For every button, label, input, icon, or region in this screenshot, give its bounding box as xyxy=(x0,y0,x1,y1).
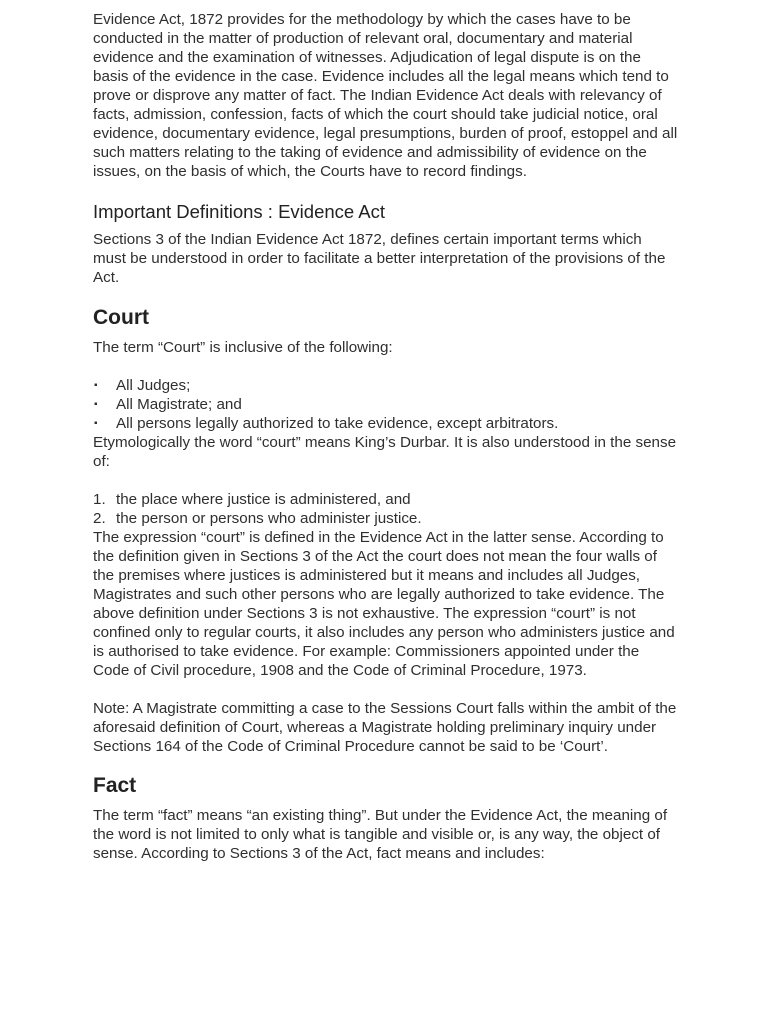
square-bullet-icon: ▪ xyxy=(94,399,98,410)
list-item-text: the place where justice is administered, and xyxy=(116,491,411,508)
list-item xyxy=(93,395,678,414)
list-item xyxy=(93,414,678,433)
spacer xyxy=(93,357,678,376)
spacer xyxy=(93,680,678,699)
square-bullet-icon: ▪ xyxy=(94,418,98,429)
spacer xyxy=(93,471,678,490)
list-item-text: All persons legally authorized to take evidence, except arbitrators. xyxy=(116,415,559,432)
list-item xyxy=(93,376,678,395)
fact-heading: Fact xyxy=(93,774,137,797)
list-item-text: the person or persons who administer justice. xyxy=(116,510,422,527)
court-heading: Court xyxy=(93,306,149,329)
square-bullet-icon: ▪ xyxy=(94,380,98,391)
court-senses-list xyxy=(93,490,678,528)
list-number: 2. xyxy=(93,510,106,527)
definitions-paragraph: Sections 3 of the Indian Evidence Act 1872, defines certain important terms which must be understood in order to facilitate a better interpretation of the provisions of the Act. xyxy=(93,231,666,286)
court-explanation-paragraph: The expression “court” is defined in the Evidence Act in the latter sense. According to the definition given in Sections 3 of the Act the court does not mean the four walls of the premises where justices is administered but it means and includes all Judges, Magistrates and such other persons who are legally authorized to take evidence. The above definition under Sections 3 is not exhaustive. The expression “court” is not confined only to regular courts, it also includes any person who administers justice and is authorised to take evidence. For example: Commissioners appointed under the Code of Civil procedure, 1908 and the Code of Criminal Procedure, 1973. xyxy=(93,529,675,679)
court-bullet-list xyxy=(93,376,678,433)
etymology-paragraph: Etymologically the word “court” means King’s Durbar. It is also understood in the sense of: xyxy=(93,434,677,470)
intro-paragraph: Evidence Act, 1872 provides for the methodology by which the cases have to be conducted in the matter of production of relevant oral, documentary and material evidence and the examination of witnesses. Adjudication of legal dispute is on the basis of the evidence in the case. Evidence includes all the legal means which tend to prove or disprove any matter of fact. The Indian Evidence Act deals with relevancy of facts, admission, confession, facts of which the court should take judicial notice, oral evidence, documentary evidence, legal presumptions, burden of proof, estoppel and all such matters relating to the taking of evidence and admissibility of evidence on the issues, on the basis of which, the Courts have to record findings. xyxy=(93,11,678,180)
list-item xyxy=(93,490,678,509)
list-item-text: All Magistrate; and xyxy=(116,396,242,413)
court-note-paragraph: Note: A Magistrate committing a case to the Sessions Court falls within the ambit of the aforesaid definition of Court, whereas a Magistrate holding preliminary inquiry under Sections 164 of the Code of Criminal Procedure cannot be said to be ‘Court’. xyxy=(93,700,677,755)
court-lead-paragraph: The term “Court” is inclusive of the following: xyxy=(93,339,393,356)
list-item-text: All Judges; xyxy=(116,377,191,394)
fact-paragraph: The term “fact” means “an existing thing”. But under the Evidence Act, the meaning of the word is not limited to only what is tangible and visible or, is any way, the object of sense. According to Sections 3 of the Act, fact means and includes: xyxy=(93,807,668,862)
list-item xyxy=(93,509,678,528)
definitions-heading: Important Definitions : Evidence Act xyxy=(93,201,386,222)
list-number: 1. xyxy=(93,491,106,508)
